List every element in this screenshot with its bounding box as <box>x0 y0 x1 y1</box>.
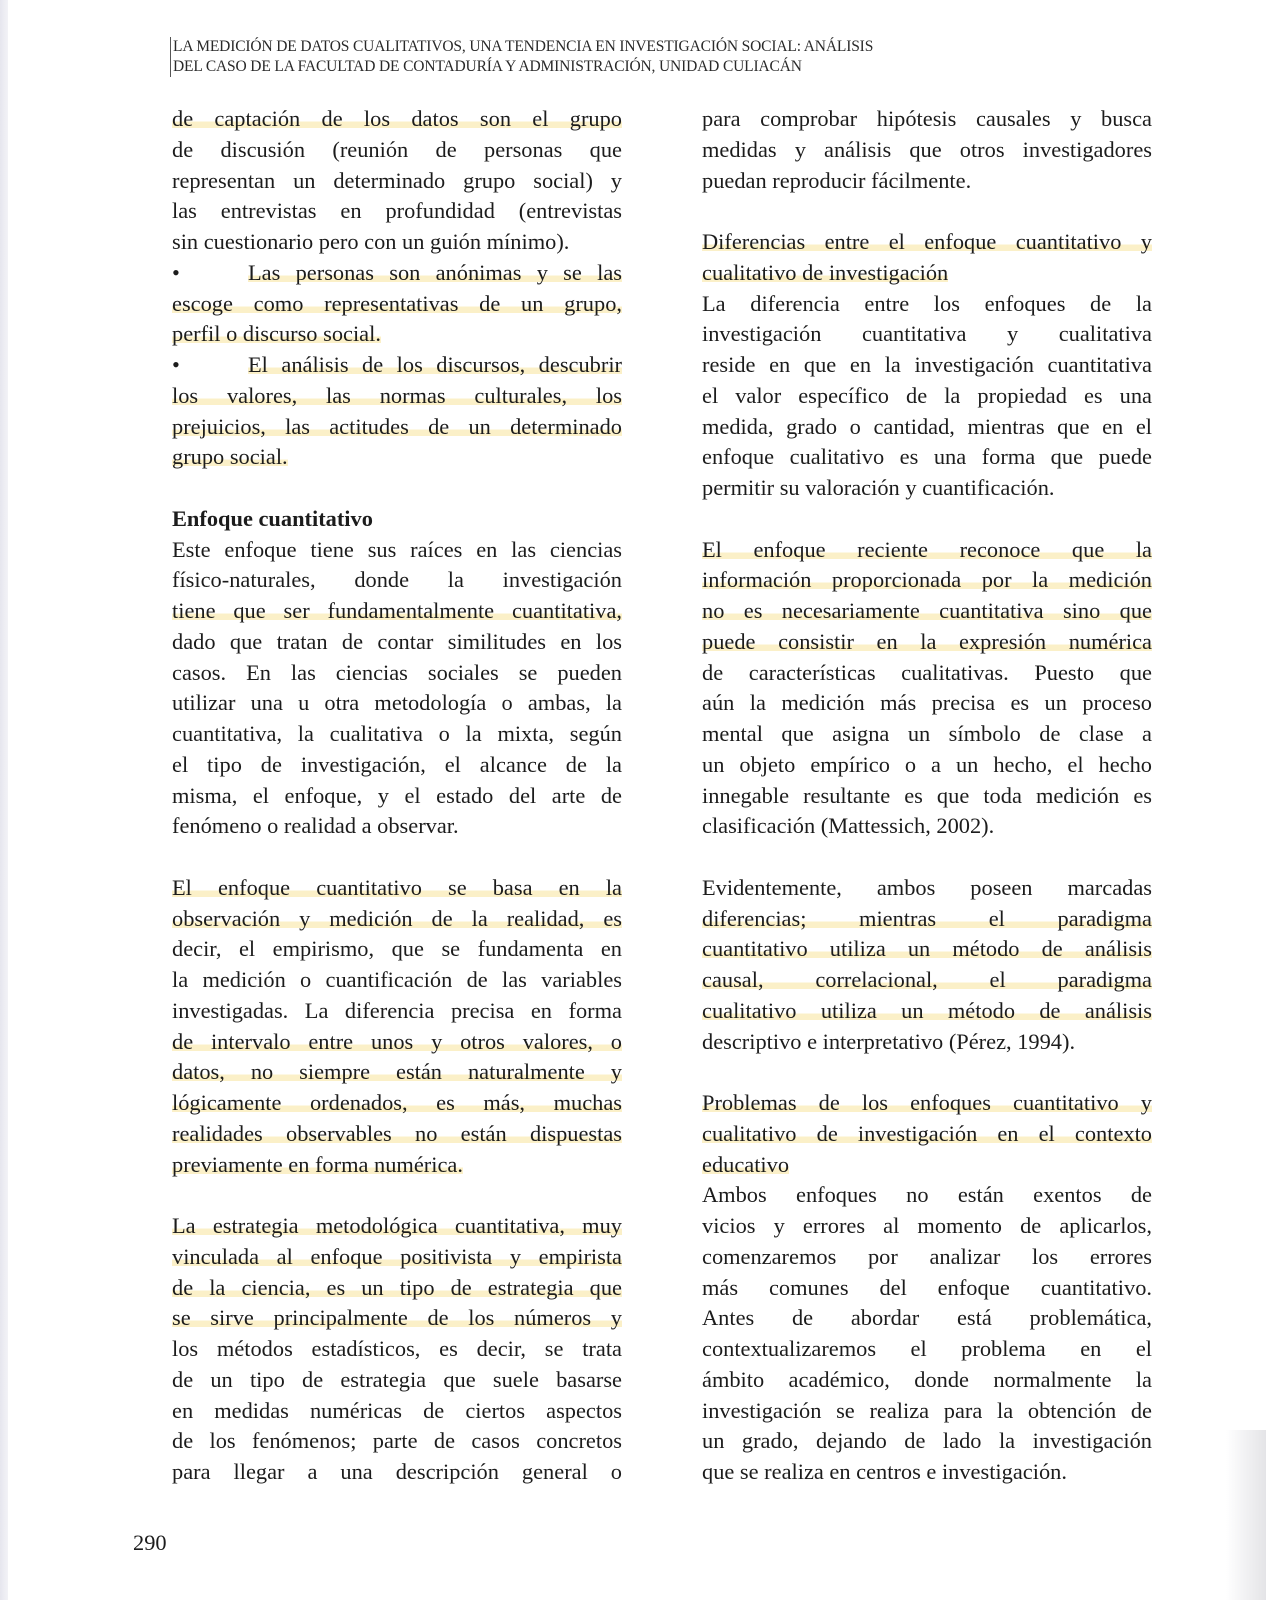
highlighted-text: El análisis de los discursos, descubrir <box>248 352 622 377</box>
text-line <box>172 135 622 166</box>
text-line <box>172 658 622 689</box>
highlighted-text: de la ciencia, es un tipo de estrategia que <box>172 1274 622 1300</box>
line-text: más comunes del enfoque cuantitativo. <box>702 1274 1152 1300</box>
text-line <box>702 473 1152 504</box>
text-line <box>702 166 1152 197</box>
text-line <box>172 934 622 965</box>
line-text: de un tipo de estrategia que suele basarse <box>172 1366 622 1392</box>
text-line <box>702 227 1152 258</box>
text-line <box>702 1211 1152 1242</box>
text-line <box>702 596 1152 627</box>
line-text: Este enfoque tiene sus raíces en las ciencias <box>172 536 622 562</box>
text-line <box>172 1150 622 1181</box>
text-line <box>172 750 622 781</box>
line-text: Enfoque cuantitativo <box>172 505 373 531</box>
highlighted-text: La estrategia metodológica cuantitativa, muy <box>172 1213 622 1238</box>
text-line <box>702 104 1152 135</box>
text-line <box>702 565 1152 596</box>
highlighted-text: cualitativo de investigación en el contexto <box>702 1120 1152 1146</box>
highlighted-text: Problemas de los enfoques cuantitativo y <box>702 1090 1152 1115</box>
text-line <box>702 1334 1152 1365</box>
highlighted-text: cuantitativo utiliza un método de análisis <box>702 936 1152 962</box>
highlighted-text: vinculada al enfoque positivista y empirista <box>172 1243 622 1269</box>
line-text: medida, grado o cantidad, mientras que en el <box>702 413 1152 439</box>
page-number: 290 <box>133 1530 167 1555</box>
line-text: ámbito académico, donde normalmente la <box>702 1366 1152 1392</box>
line-text: un objeto empírico o a un hecho, el hecho <box>702 751 1152 777</box>
text-line <box>172 1303 622 1334</box>
text-line <box>172 596 622 627</box>
text-line <box>172 565 622 596</box>
text-line <box>172 381 622 412</box>
text-line <box>702 750 1152 781</box>
text-line <box>702 350 1152 381</box>
line-text: misma, el enfoque, y el estado del arte de <box>172 782 622 808</box>
text-line <box>172 719 622 750</box>
highlighted-text: Diferencias entre el enfoque cuantitativo y <box>702 229 1152 254</box>
text-line <box>172 1334 622 1365</box>
highlighted-text: información proporcionada por la medición <box>702 567 1152 593</box>
line-text: fenómeno o realidad a observar. <box>172 813 459 839</box>
text-line <box>172 965 622 996</box>
line-text: cuantitativa, la cualitativa o la mixta, según <box>172 721 622 746</box>
highlighted-text: cualitativo utiliza un método de análisis <box>702 997 1152 1023</box>
bullet-marker: • <box>172 259 180 285</box>
highlighted-text: El enfoque cuantitativo se basa en la <box>172 874 622 900</box>
section-heading <box>172 504 622 535</box>
text-line <box>172 1119 622 1150</box>
text-line <box>702 535 1152 566</box>
line-text: el valor específico de la propiedad es una <box>702 382 1152 408</box>
text-line <box>702 1027 1152 1058</box>
text-line <box>172 1365 622 1396</box>
line-text: mental que asigna un símbolo de clase a <box>702 721 1152 746</box>
text-line <box>702 1426 1152 1457</box>
text-line <box>702 258 1152 289</box>
text-line <box>172 996 622 1027</box>
line-text: un grado, dejando de lado la investigación <box>702 1428 1152 1454</box>
line-text: de los fenómenos; parte de casos concretos <box>172 1428 622 1454</box>
line-text: representan un determinado grupo social) y <box>172 167 622 193</box>
text-line <box>702 1303 1152 1334</box>
text-line <box>702 381 1152 412</box>
text-line <box>702 904 1152 935</box>
line-text: puedan reproducir fácilmente. <box>702 167 972 193</box>
line-text: de discusión (reunión de personas que <box>172 136 622 162</box>
paragraph-gap <box>702 1057 1152 1088</box>
highlighted-text: tiene que ser fundamentalmente cuantitativa, <box>172 598 622 623</box>
line-text: Antes de abordar está problemática, <box>702 1305 1152 1331</box>
text-line <box>172 811 622 842</box>
highlighted-text: causal, correlacional, el paradigma <box>702 967 1152 992</box>
highlighted-text: puede consistir en la expresión numérica <box>702 628 1152 654</box>
line-text: en medidas numéricas de ciertos aspectos <box>172 1397 622 1423</box>
text-line <box>172 289 622 320</box>
running-header <box>170 37 873 77</box>
highlighted-text: datos, no siempre están naturalmente y <box>172 1059 622 1085</box>
text-line <box>172 442 622 473</box>
bullet-marker: • <box>172 352 180 377</box>
text-line <box>702 627 1152 658</box>
text-line <box>702 319 1152 350</box>
left-column <box>172 104 622 1488</box>
page-left-edge <box>0 0 8 1600</box>
line-text: para llegar a una descripción general o <box>172 1459 622 1484</box>
text-line <box>172 1273 622 1304</box>
highlighted-text: perfil o discurso social. <box>172 321 381 347</box>
text-line <box>172 627 622 658</box>
text-line <box>702 1396 1152 1427</box>
highlighted-text: se sirve principalmente de los números y <box>172 1305 622 1331</box>
line-text: descriptivo e interpretativo (Pérez, 1994). <box>702 1028 1076 1054</box>
text-line <box>172 196 622 227</box>
text-line <box>172 1057 622 1088</box>
text-line <box>702 1119 1152 1150</box>
line-text: medidas y análisis que otros investigadores <box>702 136 1152 162</box>
text-line <box>172 873 622 904</box>
text-line <box>702 1242 1152 1273</box>
line-text: dado que tratan de contar similitudes en los <box>172 628 622 654</box>
highlighted-text: educativo <box>702 1151 790 1177</box>
text-line <box>172 1457 622 1488</box>
line-text: innegable resultante es que toda medición es <box>702 782 1152 808</box>
highlighted-text: El enfoque reciente reconoce que la <box>702 536 1152 562</box>
paragraph-gap <box>172 842 622 873</box>
highlighted-text: observación y medición de la realidad, es <box>172 905 622 931</box>
text-line <box>172 535 622 566</box>
bullet-text-line <box>172 350 622 381</box>
line-text: las entrevistas en profundidad (entrevistas <box>172 198 622 224</box>
highlighted-text: de captación de los datos son el grupo <box>172 106 622 131</box>
highlighted-text: realidades observables no están dispuestas <box>172 1120 622 1146</box>
line-text: Ambos enfoques no están exentos de <box>702 1182 1152 1208</box>
highlighted-text: no es necesariamente cuantitativa sino que <box>702 598 1152 623</box>
text-line <box>702 658 1152 689</box>
line-text: investigación se realiza para la obtención de <box>702 1397 1152 1423</box>
text-line <box>172 319 622 350</box>
text-line <box>172 1027 622 1058</box>
text-line <box>702 965 1152 996</box>
line-text: investigación cuantitativa y cualitativa <box>702 321 1152 347</box>
highlighted-text: de intervalo entre unos y otros valores, o <box>172 1028 622 1054</box>
text-line <box>702 289 1152 320</box>
text-line <box>172 166 622 197</box>
line-text: contextualizaremos el problema en el <box>702 1336 1152 1361</box>
line-text: La diferencia entre los enfoques de la <box>702 290 1152 316</box>
text-line <box>702 442 1152 473</box>
running-header-line-2: DEL CASO DE LA FACULTAD DE CONTADURÍA Y ADMINISTRACIÓN, UNIDAD CULIACÁN <box>173 58 802 75</box>
line-text: casos. En las ciencias sociales se pueden <box>172 659 622 685</box>
line-text: clasificación (Mattessich, 2002). <box>702 813 995 839</box>
line-text: Evidentemente, ambos poseen marcadas <box>702 874 1152 900</box>
line-text: vicios y errores al momento de aplicarlos, <box>702 1213 1152 1238</box>
text-line <box>702 1457 1152 1488</box>
text-line <box>172 104 622 135</box>
line-text: investigadas. La diferencia precisa en forma <box>172 997 622 1023</box>
line-text: enfoque cualitativo es una forma que puede <box>702 444 1152 470</box>
text-line <box>172 1426 622 1457</box>
running-header-line-1: LA MEDICIÓN DE DATOS CUALITATIVOS, UNA TENDENCIA EN INVESTIGACIÓN SOCIAL: ANÁLISIS <box>173 38 874 55</box>
text-line <box>702 1088 1152 1119</box>
text-line <box>702 1273 1152 1304</box>
highlighted-text: prejuicios, las actitudes de un determinado <box>172 413 622 439</box>
paragraph-gap <box>172 473 622 504</box>
text-line <box>172 1242 622 1273</box>
paragraph-gap <box>702 842 1152 873</box>
page-curl-shadow <box>1226 1430 1266 1600</box>
line-text: la medición o cuantificación de las variables <box>172 967 622 992</box>
text-line <box>702 1150 1152 1181</box>
text-line <box>172 227 622 258</box>
right-column <box>702 104 1152 1488</box>
line-text: para comprobar hipótesis causales y busca <box>702 106 1152 131</box>
line-text: permitir su valoración y cuantificación. <box>702 475 1055 500</box>
line-text: el tipo de investigación, el alcance de la <box>172 751 622 777</box>
highlighted-text: Las personas son anónimas y se las <box>248 259 622 285</box>
highlighted-text: diferencias; mientras el paradigma <box>702 905 1152 931</box>
text-line <box>702 934 1152 965</box>
highlighted-text: previamente en forma numérica. <box>172 1151 463 1177</box>
bullet-text-line <box>172 258 622 289</box>
text-line <box>702 1365 1152 1396</box>
line-text: sin cuestionario pero con un guión mínimo). <box>172 229 570 254</box>
text-line <box>702 1180 1152 1211</box>
text-line <box>702 135 1152 166</box>
text-line <box>702 873 1152 904</box>
line-text: físico-naturales, donde la investigación <box>172 567 622 593</box>
text-line <box>172 688 622 719</box>
text-line <box>172 781 622 812</box>
text-line <box>702 781 1152 812</box>
highlighted-text: cualitativo de investigación <box>702 259 949 285</box>
line-text: comenzaremos por analizar los errores <box>702 1243 1152 1269</box>
line-text: que se realiza en centros e investigación. <box>702 1459 1067 1484</box>
highlighted-text: lógicamente ordenados, es más, muchas <box>172 1090 622 1115</box>
highlighted-text: los valores, las normas culturales, los <box>172 382 622 408</box>
text-line <box>702 811 1152 842</box>
line-text: aún la medición más precisa es un proceso <box>702 690 1152 716</box>
text-line <box>702 412 1152 443</box>
text-line <box>172 904 622 935</box>
text-line <box>172 1211 622 1242</box>
text-line <box>702 719 1152 750</box>
line-text: los métodos estadísticos, es decir, se trata <box>172 1336 622 1361</box>
text-line <box>702 996 1152 1027</box>
line-text: utilizar una u otra metodología o ambas, la <box>172 690 622 716</box>
paragraph-gap <box>702 504 1152 535</box>
paragraph-gap <box>172 1180 622 1211</box>
line-text: decir, el empirismo, que se fundamenta en <box>172 936 622 962</box>
text-line <box>172 412 622 443</box>
text-line <box>702 688 1152 719</box>
paragraph-gap <box>702 196 1152 227</box>
highlighted-text: escoge como representativas de un grupo, <box>172 290 622 316</box>
line-text: reside en que en la investigación cuantitativa <box>702 352 1152 377</box>
line-text: de características cualitativas. Puesto que <box>702 659 1152 685</box>
text-line <box>172 1396 622 1427</box>
highlighted-text: grupo social. <box>172 444 288 470</box>
text-line <box>172 1088 622 1119</box>
